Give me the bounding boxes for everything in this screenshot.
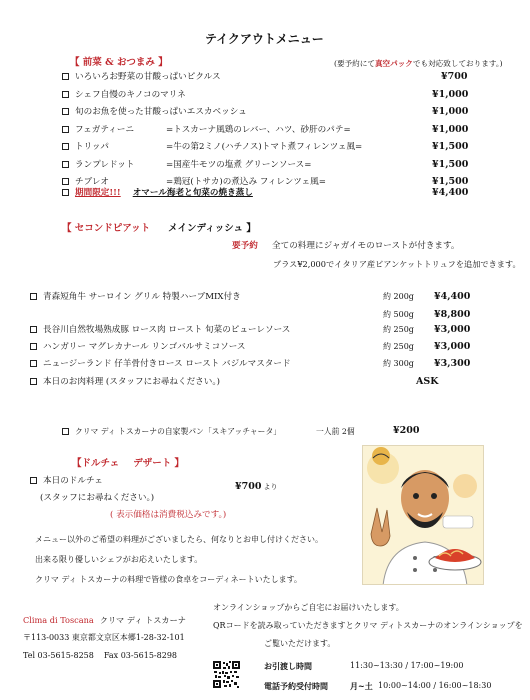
item-price: ¥3,000 [434,324,471,335]
secondo-item [30,324,290,336]
item-price: ¥8,800 [434,309,471,320]
checkbox-icon [30,326,37,333]
secondo-item [30,358,291,370]
dolce-price-group [235,474,277,493]
online-line-1: オンラインショップからご自宅にお届けいたします。 [213,603,404,612]
bread-item: クリマ ディ トスカーナの自家製パン「スキアッチャータ」 [62,426,281,438]
limited-price: ¥4,400 [432,187,469,198]
antipasto-heading: 【 前菜 & おつまみ 】 [70,57,168,68]
item-name: いろいろお野菜の甘酸っぱいピクルス [75,72,221,82]
secondo-item [30,291,241,303]
bread-portion: 一人前 2個 [316,427,355,436]
item-price: ¥1,500 [432,158,469,170]
checkbox-icon [30,477,37,484]
truffle-note: プラス¥2,000でイタリア産ビアンケットトリュフを追加できます。 [273,259,521,269]
item-name: 青森短角牛 サーロイン グリル 特製ハーブMIX付き [43,292,241,302]
checkbox-icon [62,91,69,98]
pickup-time: 11:30~13:30 / 17:00~19:00 [350,661,464,670]
item-name: フェガティーニ [75,124,135,135]
item-price: ¥1,500 [432,176,469,187]
online-line-3: ご覧いただけます。 [264,639,336,648]
item-name: ハンガリー マグレカナール リンゴバルサミコソース [43,342,246,352]
dolce-heading: 【ドルチェ デザート 】 [72,458,185,469]
phone-hours-label: 電話予約受付時間 [264,681,328,691]
checkbox-icon [62,189,69,196]
item-weight: 約 200g [383,292,414,301]
item-name: ランプレドット [75,159,135,170]
limited-name: オマール海老と旬菜の焼き蒸し [132,188,253,198]
secondo-item [30,341,246,353]
closing-line-1: メニュー以外のご希望の料理がございましたら、何なりとお申し付けください。 [35,535,323,544]
checkbox-icon [62,143,69,150]
checkbox-icon [30,293,37,300]
checkbox-icon [62,178,69,185]
bread-price: ¥200 [393,425,420,436]
item-price: ¥1,000 [432,88,469,100]
item-price: ¥4,400 [434,291,471,302]
antipasto-item [62,159,134,171]
vacuum-pack-highlight: 真空パック [374,59,413,68]
item-weight: 約 300g [383,359,414,368]
chef-illustration-icon [363,446,484,585]
checkbox-icon [62,428,69,435]
item-description: =鶏冠(トサカ)の煮込み フィレンツェ風= [166,177,326,187]
item-price: ¥3,300 [434,358,471,369]
item-weight: 約 500g [383,310,414,319]
item-price: ¥3,000 [434,341,471,352]
closing-line-3: クリマ ディ トスカーナの料理で皆様の食卓をコーディネートいたします。 [35,575,302,584]
shop-tel: Tel 03-5615-8258 [23,651,94,660]
phone-days: 月~土 [350,681,373,691]
checkbox-icon [30,343,37,350]
antipasto-item [62,124,134,136]
item-name: シェフ自慢のキノコのマリネ [75,89,186,100]
shop-name [23,614,186,626]
shop-contact [23,650,177,662]
vacuum-pack-note: (要予約にて真空パックでも対応致しております。) [334,59,503,68]
dolce-ask: (スタッフにお尋ねください。) [40,493,155,503]
dolce-item: 本日のドルチェ [30,475,103,487]
dolce-price-suffix: より [263,483,278,491]
checkbox-icon [30,360,37,367]
antipasto-item [62,89,186,101]
phone-hours-time: 10:00~14:00 / 16:00~18:30 [378,681,492,690]
item-description: =牛の第2ミノ(ハチノス)トマト煮フィレンツェ風= [166,142,363,152]
secondo-heading: 【 セコンドピアット メインディッシュ 】 [62,223,256,234]
item-description: =トスカーナ風鶏のレバー、ハツ、砂肝のパテ= [166,124,351,135]
limited-item [62,187,253,199]
tax-note: ( 表示価格は消費税込みです。) [110,510,227,520]
antipasto-item [62,141,109,153]
shop-fax: Fax 03-5615-8298 [103,651,177,660]
item-name: 長谷川自然牧場熟成豚 ロース肉 ロースト 旬菜のピューレソース [43,325,291,335]
item-name: チブレオ [75,177,110,187]
shop-address: 〒113-0033 東京都文京区本郷1-28-32-101 [23,633,185,642]
item-price: ¥1,500 [432,141,469,152]
item-name: ニュージーランド 仔羊骨付きロース ロースト バジルマスタード [43,359,291,369]
reservation-label: 要予約 [232,241,258,251]
meat-of-day-item: 本日のお肉料理 (スタッフにお尋ねください。) [30,376,220,388]
checkbox-icon [30,378,37,385]
item-price: ¥1,000 [432,123,469,135]
checkbox-icon [62,161,69,168]
online-line-2: QRコードを読み取っていただきますとクリマ ディトスカーナのオンラインショップを [213,621,523,630]
item-weight: 約 250g [383,325,414,334]
shop-name-kana: クリマ ディ トスカーナ [99,615,186,625]
antipasto-item [62,106,247,118]
checkbox-icon [62,126,69,133]
limited-label: 期間限定!!! [75,188,121,198]
closing-line-2: 出来る限り優しいシェフがお応えいたします。 [35,555,203,564]
meat-of-day-price: ASK [416,376,439,387]
item-price: ¥700 [441,71,468,82]
qr-code-icon[interactable] [213,661,240,688]
item-name: トリッパ [75,142,110,152]
checkbox-icon [62,73,69,80]
page-title: テイクアウトメニュー [205,32,324,46]
checkbox-icon [62,108,69,115]
item-weight: 約 250g [383,342,414,351]
chef-caricature-image [362,445,484,585]
item-price: ¥1,000 [432,106,469,117]
potato-note: 全ての料理にジャガイモのローストが付きます。 [272,241,460,251]
antipasto-item [62,71,221,83]
pickup-label: お引渡し時間 [264,661,312,671]
dolce-price: ¥700 [235,481,262,492]
shop-name-latin: Clima di Toscana [23,615,94,625]
item-name: 旬のお魚を使った甘酸っぱいエスカベッシュ [75,107,247,117]
item-description: =国産牛モツの塩煮 グリーンソース= [166,159,312,170]
